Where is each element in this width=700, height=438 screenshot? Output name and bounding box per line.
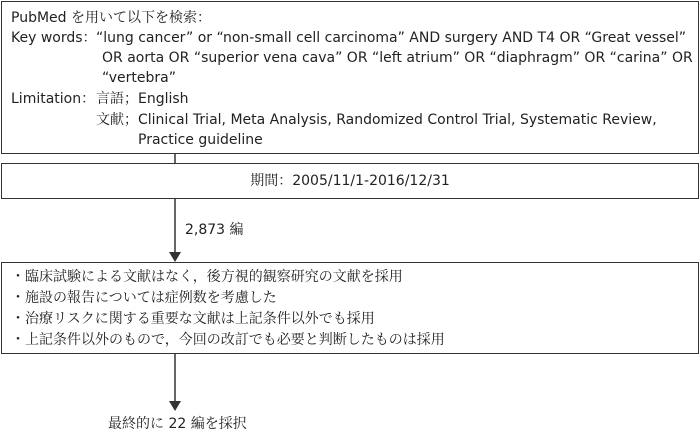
final-label: 最終的に 22 編を採択 (108, 416, 247, 432)
limitation-language: 言語；English (96, 91, 189, 107)
keywords-line-1: “lung cancer” or “non-small cell carcinoma” AND surgery AND T4 OR “Great vessel” (96, 30, 687, 46)
keywords-line-3: “vertebra” (102, 70, 176, 86)
limitation-label: Limitation： (11, 91, 96, 107)
criteria-item: ・施設の報告については症例数を考慮した (11, 290, 277, 306)
limitation-literature-line-2: Practice guideline (138, 132, 263, 148)
count-label: 2,873 編 (185, 222, 244, 238)
criteria-item: ・臨床試験による文献はなく，後方視的観察研究の文献を採用 (11, 269, 403, 285)
arrow-head-criteria (169, 252, 181, 262)
arrow-head-final (169, 401, 181, 411)
search-title: PubMed を用いて以下を検索： (11, 10, 211, 26)
keywords-line-2: OR aorta OR “superior vena cava” OR “left atrium” OR “diaphragm” OR “carina” OR (102, 50, 693, 66)
criteria-item: ・治療リスクに関する重要な文献は上記条件以外でも採用 (11, 311, 375, 327)
period-text: 期間：2005/11/1-2016/12/31 (250, 173, 450, 189)
limitation-literature-line-1: 文献；Clinical Trial, Meta Analysis, Randomized Control Trial, Systematic Review, (96, 112, 657, 128)
criteria-item: ・上記条件以外のもので，今回の改訂でも必要と判断したものは採用 (11, 332, 445, 348)
keywords-label: Key words： (11, 30, 97, 46)
